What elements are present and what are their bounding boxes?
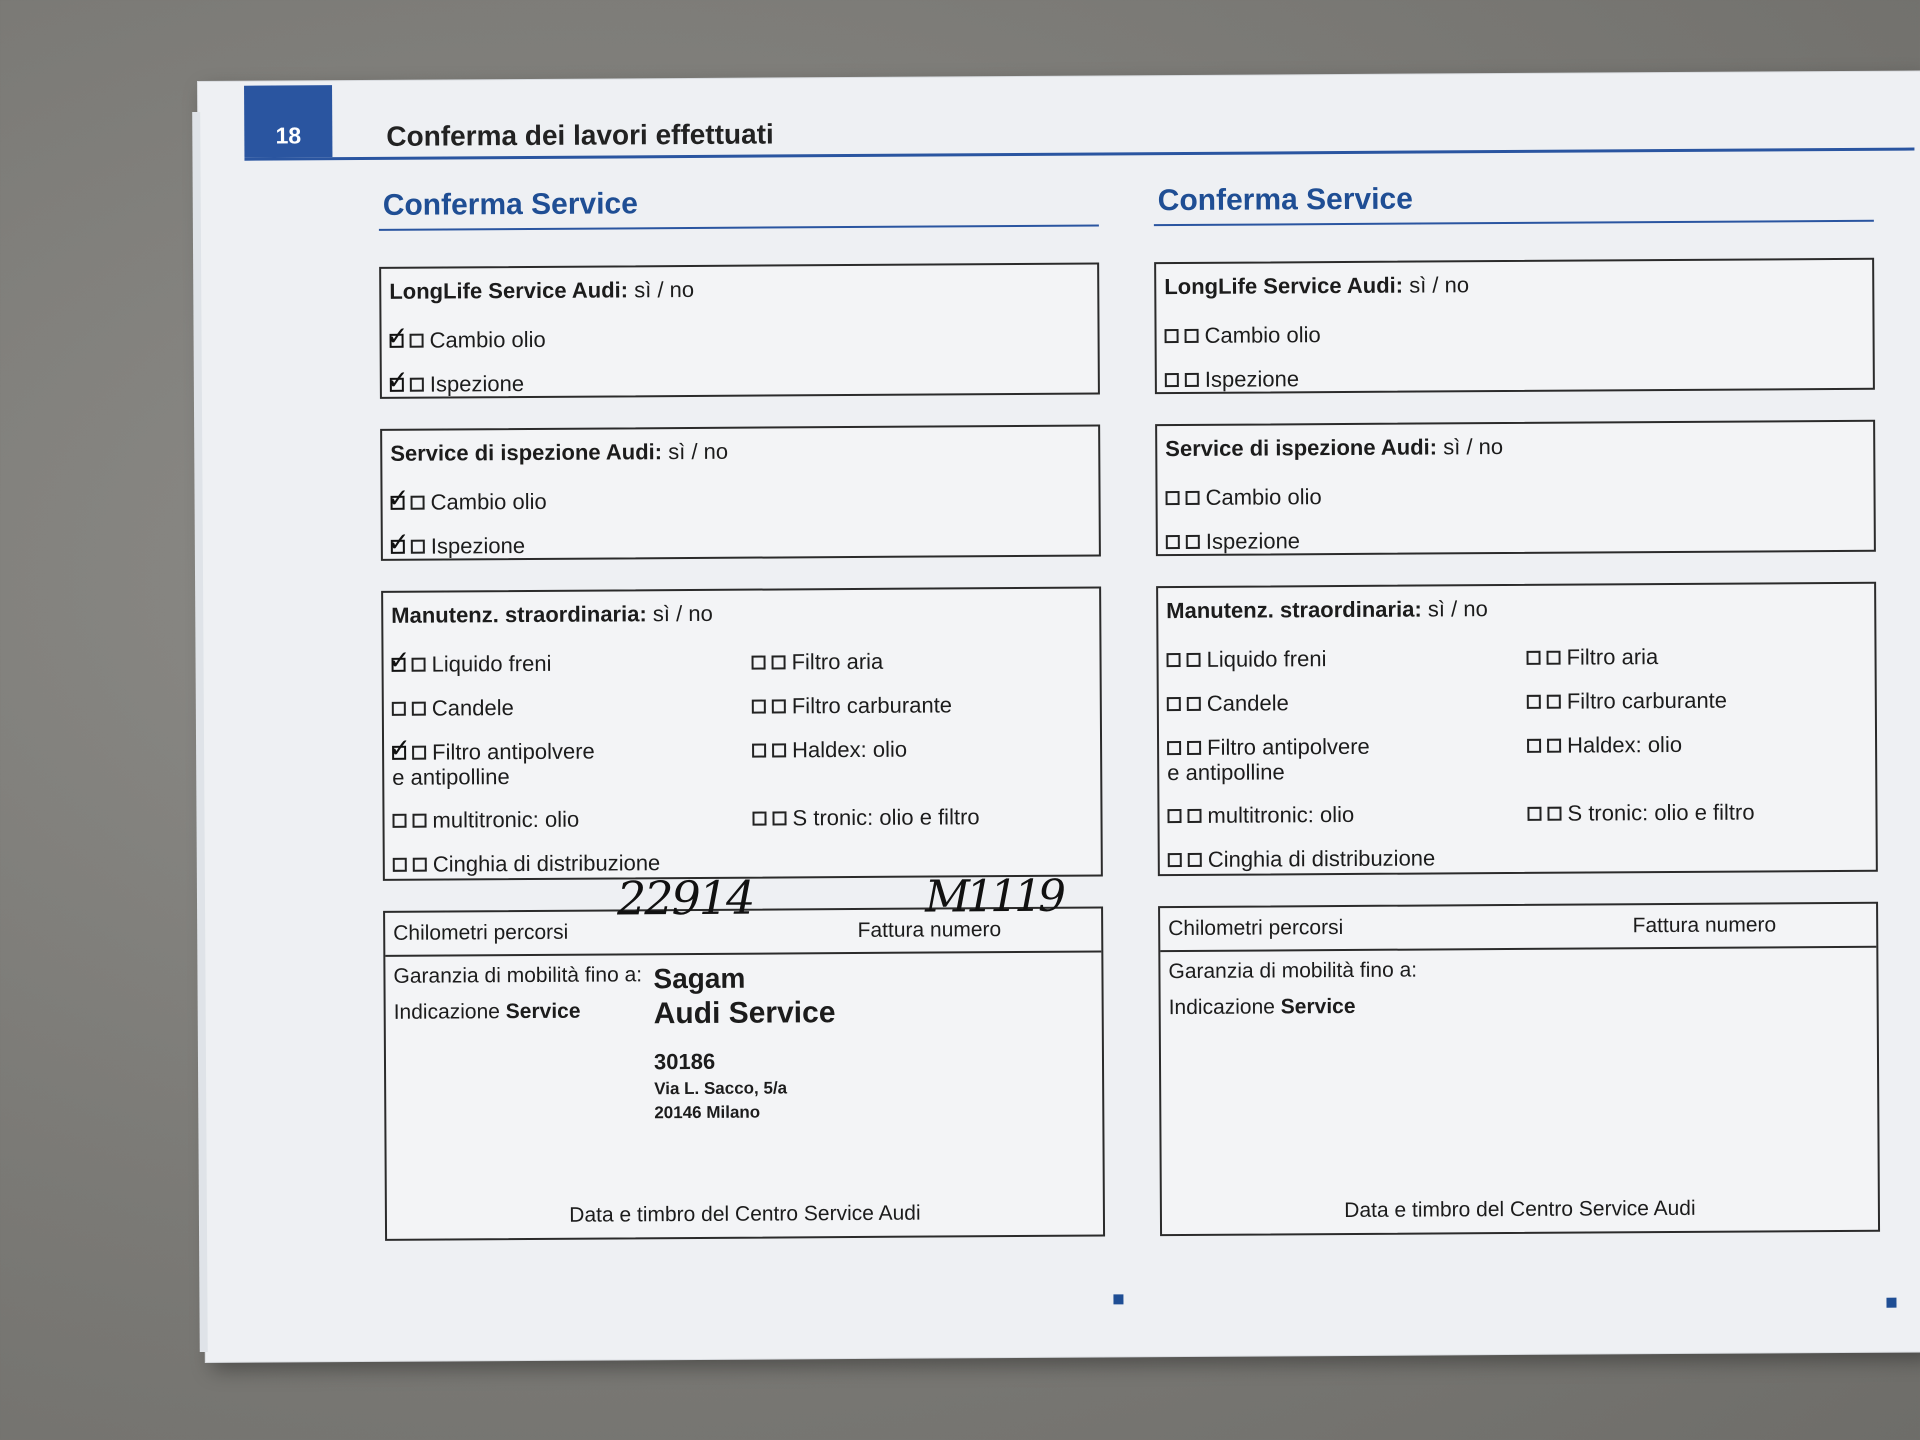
- checkbox[interactable]: [412, 658, 426, 672]
- checkbox[interactable]: [752, 744, 766, 758]
- checkbox[interactable]: [1167, 809, 1181, 823]
- straordinaria-box: [1156, 582, 1878, 876]
- km-label: Chilometri percorsi: [1168, 916, 1344, 941]
- checkbox[interactable]: [410, 334, 424, 348]
- checkbox[interactable]: [752, 656, 766, 670]
- stamp-footer: Data e timbro del Centro Service Audi: [1344, 1196, 1696, 1223]
- checkbox[interactable]: [772, 811, 786, 825]
- checkbox-row: multitronic: olio: [1167, 792, 1527, 838]
- checkbox[interactable]: [1547, 807, 1561, 821]
- checkbox[interactable]: [1166, 491, 1180, 505]
- indicazione-label: Indicazione Service: [1168, 994, 1356, 1020]
- checkbox[interactable]: [1187, 697, 1201, 711]
- checkbox[interactable]: [390, 334, 404, 348]
- checkbox[interactable]: [1165, 329, 1179, 343]
- checkbox[interactable]: [392, 658, 406, 672]
- page-marker: [1113, 1294, 1123, 1304]
- checkbox-row: Haldex: olio: [752, 727, 1092, 773]
- garanzia-label: Garanzia di mobilità fino a:: [1168, 958, 1418, 984]
- checkbox-row: Filtro carburante: [752, 683, 1092, 729]
- checkbox[interactable]: [412, 746, 426, 760]
- checkbox[interactable]: [393, 858, 407, 872]
- checkbox-row: ✓ Cambio olio: [390, 477, 1090, 525]
- checkbox[interactable]: [1546, 651, 1560, 665]
- checkbox[interactable]: [1166, 535, 1180, 549]
- invoice-label: Fattura numero: [857, 918, 1002, 942]
- ispezione-box: [1155, 420, 1876, 556]
- checkbox-row: Cinghia di distribuzione: [393, 841, 753, 887]
- box-heading: Manutenz. straordinaria: sì / no: [391, 600, 713, 628]
- manual-page: [198, 71, 1920, 1361]
- checkbox-row: ✓ Ispezione: [390, 359, 1090, 407]
- checkbox[interactable]: [752, 700, 766, 714]
- checkbox[interactable]: [391, 540, 405, 554]
- indicazione-label: Indicazione Service: [393, 999, 581, 1024]
- checkbox-row: Candele: [392, 685, 752, 731]
- continuation-text: e antipolline: [1167, 759, 1285, 786]
- checkbox[interactable]: [1188, 853, 1202, 867]
- checkbox-row: S tronic: olio e filtro: [1527, 790, 1867, 836]
- checkbox[interactable]: [391, 496, 405, 510]
- stamp-footer: Data e timbro del Centro Service Audi: [569, 1201, 921, 1227]
- checkbox[interactable]: [772, 655, 786, 669]
- checkbox[interactable]: [1186, 491, 1200, 505]
- checkbox[interactable]: [412, 702, 426, 716]
- page-marker: [1886, 1298, 1896, 1308]
- checkbox[interactable]: [1527, 695, 1541, 709]
- checkbox[interactable]: [392, 702, 406, 716]
- checkbox[interactable]: [1547, 695, 1561, 709]
- box-heading: Service di ispezione Audi: sì / no: [390, 438, 729, 466]
- checkbox[interactable]: [392, 814, 406, 828]
- checkbox[interactable]: [411, 540, 425, 554]
- invoice-label: Fattura numero: [1632, 913, 1777, 938]
- checkbox[interactable]: [1187, 653, 1201, 667]
- km-row: [1160, 904, 1876, 952]
- checkbox-row: Ispezione: [1166, 516, 1866, 564]
- checkbox[interactable]: [1547, 739, 1561, 753]
- box-heading: Service di ispezione Audi: sì / no: [1165, 434, 1504, 462]
- checkbox-row: Ispezione: [1165, 354, 1865, 402]
- box-heading: LongLife Service Audi: sì / no: [389, 276, 695, 304]
- handwritten-km: 22914: [616, 870, 754, 926]
- garanzia-label: Garanzia di mobilità fino a:: [393, 963, 643, 988]
- box-heading: LongLife Service Audi: sì / no: [1164, 272, 1470, 300]
- checkbox[interactable]: [390, 378, 404, 392]
- continuation-text: e antipolline: [392, 764, 510, 790]
- checkbox-row: Candele: [1167, 680, 1527, 726]
- checkbox[interactable]: [1167, 653, 1181, 667]
- checkbox-row: Filtro aria: [751, 639, 1091, 685]
- checkbox-row: Cinghia di distribuzione: [1168, 836, 1528, 882]
- checkbox[interactable]: [413, 858, 427, 872]
- column-title: Conferma Service: [379, 177, 1099, 231]
- checkbox-row: ✓ Ispezione: [391, 521, 1091, 569]
- checkbox[interactable]: [1185, 329, 1199, 343]
- checkbox[interactable]: [1187, 741, 1201, 755]
- checkbox[interactable]: [1527, 807, 1541, 821]
- checkbox-row: Haldex: olio: [1527, 722, 1867, 768]
- checkbox-row: Cambio olio: [1165, 472, 1865, 520]
- checkbox-row: ✓ Cambio olio: [389, 315, 1089, 363]
- checkbox[interactable]: [1167, 697, 1181, 711]
- longlife-box: [379, 262, 1100, 398]
- km-stamp-box: [1158, 902, 1880, 1236]
- checkbox[interactable]: [411, 496, 425, 510]
- checkbox[interactable]: [1527, 651, 1541, 665]
- checkbox[interactable]: [1186, 535, 1200, 549]
- checkbox[interactable]: [410, 378, 424, 392]
- box-heading: Manutenz. straordinaria: sì / no: [1166, 596, 1488, 624]
- checkbox-row: Filtro aria: [1526, 634, 1866, 680]
- checkbox-row: Cambio olio: [1164, 310, 1864, 358]
- km-label: Chilometri percorsi: [393, 920, 569, 945]
- checkbox[interactable]: [392, 746, 406, 760]
- service-column-left: [379, 177, 1105, 1241]
- checkbox-row: ✓ Liquido freni: [391, 641, 751, 687]
- ispezione-box: [380, 424, 1101, 560]
- checkbox[interactable]: [1165, 373, 1179, 387]
- handwritten-invoice: M1119: [924, 870, 1063, 923]
- checkbox[interactable]: [1527, 739, 1541, 753]
- checkbox-row: multitronic: olio: [392, 797, 752, 843]
- checkbox[interactable]: [772, 743, 786, 757]
- checkbox-row: ✓ Filtro antipolvere: [392, 729, 752, 775]
- straordinaria-box: [381, 586, 1103, 880]
- page-number: 18: [244, 85, 332, 158]
- page-title: Conferma dei lavori effettuati: [386, 118, 774, 152]
- checkbox[interactable]: [1187, 809, 1201, 823]
- dealer-stamp: Sagam Audi Service 30186 Via L. Sacco, 5/a 20146 Milano: [653, 962, 836, 1123]
- km-stamp-box: [383, 870, 1105, 1240]
- checkbox[interactable]: [1185, 373, 1199, 387]
- checkbox[interactable]: [1167, 741, 1181, 755]
- column-title: Conferma Service: [1154, 172, 1874, 226]
- checkbox[interactable]: [1168, 853, 1182, 867]
- checkbox-row: Filtro carburante: [1527, 678, 1867, 724]
- checkbox-row: Liquido freni: [1166, 636, 1526, 682]
- checkbox[interactable]: [752, 812, 766, 826]
- checkbox-row: Filtro antipolvere: [1167, 724, 1527, 770]
- service-column-right: [1154, 172, 1880, 1236]
- checkbox[interactable]: [772, 699, 786, 713]
- page-edge: [192, 112, 208, 1352]
- longlife-box: [1154, 258, 1875, 394]
- checkbox-row: S tronic: olio e filtro: [752, 795, 1092, 841]
- checkbox[interactable]: [412, 814, 426, 828]
